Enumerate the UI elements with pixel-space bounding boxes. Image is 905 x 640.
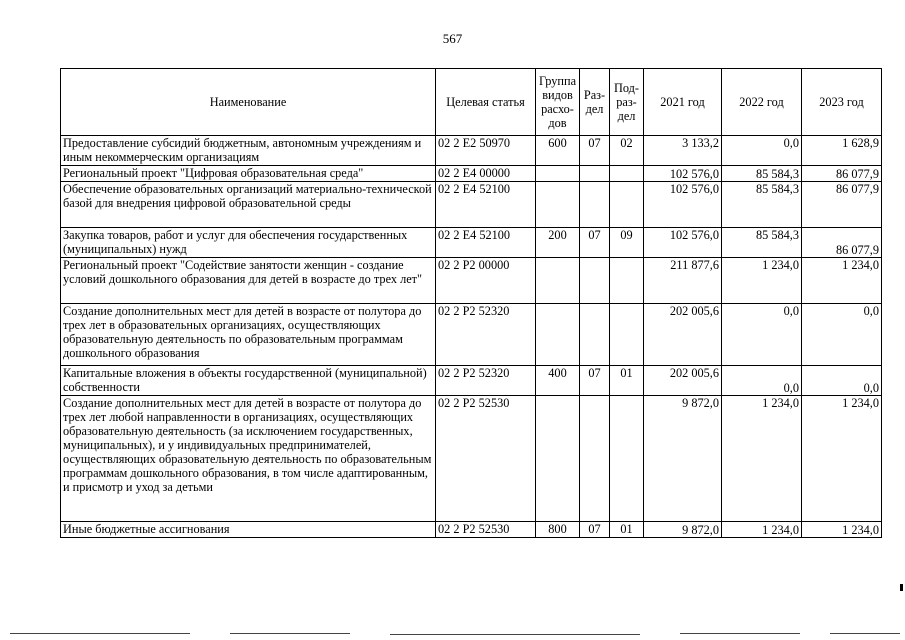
row-2022: 1 234,0 [722,522,802,538]
table-row [61,396,882,522]
row-code: 02 2 E4 00000 [436,166,536,182]
scan-artifact-mark [900,584,903,591]
budget-table [60,68,882,538]
row-2022: 85 584,3 [722,228,802,258]
row-group: 600 [536,136,580,166]
row-code: 02 2 P2 52320 [436,304,536,366]
row-section [580,182,610,228]
row-subsection: 01 [610,366,644,396]
table-header-row [61,69,882,136]
row-code: 02 2 E4 52100 [436,228,536,258]
row-section: 07 [580,136,610,166]
row-2021: 102 576,0 [644,182,722,228]
row-group: 800 [536,522,580,538]
header-section: Раз-дел [580,69,610,136]
row-name: Региональный проект "Цифровая образовательная среда" [61,166,436,182]
row-section: 07 [580,522,610,538]
row-code: 02 2 P2 52530 [436,522,536,538]
table-row [61,258,882,304]
row-name: Создание дополнительных мест для детей в возрасте от полутора до трех лет в образовательных организациях, осуществляющих образовательную деятельность по образовательным программам дошкольного образования [61,304,436,366]
row-code: 02 2 E4 52100 [436,182,536,228]
row-2021: 3 133,2 [644,136,722,166]
row-group [536,182,580,228]
row-code: 02 2 E2 50970 [436,136,536,166]
header-2023: 2023 год [802,69,882,136]
row-2021: 9 872,0 [644,396,722,522]
row-group [536,166,580,182]
row-name: Капитальные вложения в объекты государственной (муниципальной) собственности [61,366,436,396]
row-group: 400 [536,366,580,396]
row-2021: 102 576,0 [644,166,722,182]
row-subsection [610,396,644,522]
row-section: 07 [580,366,610,396]
row-2023: 0,0 [802,366,882,396]
page-number: 567 [442,31,463,46]
table-row [61,182,882,228]
header-target: Целевая статья [436,69,536,136]
row-2022: 1 234,0 [722,396,802,522]
row-name: Обеспечение образовательных организаций материально-технической базой для внедрения цифровой образовательной среды [61,182,436,228]
row-2021: 211 877,6 [644,258,722,304]
table-row [61,304,882,366]
row-2021: 9 872,0 [644,522,722,538]
row-section [580,396,610,522]
row-name: Создание дополнительных мест для детей в возрасте от полутора до трех лет любой направленности в организациях, осуществляющих образовательную деятельность (за исключением государственных, муниципальных), и у индивидуальных предпринимателей, осуществляющих образовательную деятельность по образовательным программам дошкольного образования, в том числе адаптированным, и присмотр и уход за детьми [61,396,436,522]
row-subsection: 01 [610,522,644,538]
row-2023: 1 234,0 [802,522,882,538]
row-subsection [610,166,644,182]
header-2022: 2022 год [722,69,802,136]
row-group: 200 [536,228,580,258]
row-subsection [610,258,644,304]
row-2022: 0,0 [722,366,802,396]
table-row [61,136,882,166]
row-2022: 0,0 [722,304,802,366]
row-name: Закупка товаров, работ и услуг для обеспечения государственных (муниципальных) нужд [61,228,436,258]
header-expense-group: Группа видов расхо-дов [536,69,580,136]
row-2023: 1 234,0 [802,396,882,522]
row-subsection: 02 [610,136,644,166]
row-section [580,166,610,182]
header-subsection: Под-раз-дел [610,69,644,136]
row-section [580,304,610,366]
row-group [536,304,580,366]
row-2022: 1 234,0 [722,258,802,304]
table-row [61,228,882,258]
row-2023: 1 234,0 [802,258,882,304]
row-2023: 86 077,9 [802,228,882,258]
row-2022: 0,0 [722,136,802,166]
row-2023: 86 077,9 [802,166,882,182]
row-name: Предоставление субсидий бюджетным, автономным учреждениям и иным некоммерческим организациям [61,136,436,166]
row-subsection [610,304,644,366]
row-code: 02 2 P2 52530 [436,396,536,522]
header-2021: 2021 год [644,69,722,136]
row-subsection: 09 [610,228,644,258]
table-row [61,522,882,538]
row-group [536,396,580,522]
row-group [536,258,580,304]
row-subsection [610,182,644,228]
row-2023: 86 077,9 [802,182,882,228]
table-row [61,366,882,396]
row-code: 02 2 P2 52320 [436,366,536,396]
row-code: 02 2 P2 00000 [436,258,536,304]
header-name: Наименование [61,69,436,136]
row-2022: 85 584,3 [722,166,802,182]
row-2023: 0,0 [802,304,882,366]
row-name: Региональный проект "Содействие занятости женщин - создание условий дошкольного образования для детей в возрасте до трех лет" [61,258,436,304]
row-2021: 202 005,6 [644,304,722,366]
row-section [580,258,610,304]
row-2021: 102 576,0 [644,228,722,258]
row-2023: 1 628,9 [802,136,882,166]
row-section: 07 [580,228,610,258]
table-row [61,166,882,182]
row-name: Иные бюджетные ассигнования [61,522,436,538]
row-2021: 202 005,6 [644,366,722,396]
row-2022: 85 584,3 [722,182,802,228]
